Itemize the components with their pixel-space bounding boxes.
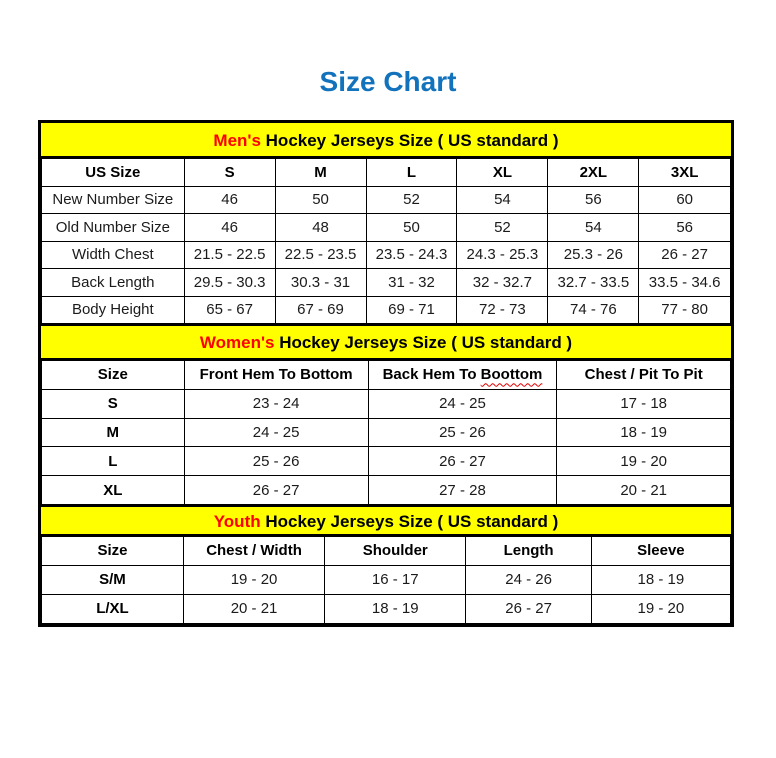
mens-section-title-rest: Hockey Jerseys Size ( US standard ) <box>265 131 559 150</box>
table-row <box>42 476 731 505</box>
row-label: L <box>42 447 185 476</box>
size-value-cell: 18 - 19 <box>325 594 466 623</box>
youth-size-table <box>41 536 731 624</box>
size-value-cell: 17 - 18 <box>557 389 731 418</box>
size-value-cell: 19 - 20 <box>591 594 730 623</box>
mens-section-title-highlight: Men's <box>213 131 261 150</box>
column-header: 2XL <box>548 159 639 187</box>
size-value-cell: 56 <box>639 214 731 242</box>
column-header: Chest / Width <box>183 536 324 565</box>
size-value-cell: 67 - 69 <box>275 296 366 324</box>
column-header: US Size <box>42 159 185 187</box>
misspelled-word-underline: Boottom <box>480 366 543 384</box>
row-label: L/XL <box>42 594 184 623</box>
size-value-cell: 72 - 73 <box>457 296 548 324</box>
womens-section-title-highlight: Women's <box>199 333 275 352</box>
youth-section-title-highlight: Youth <box>213 511 261 531</box>
youth-section-title <box>41 505 731 536</box>
size-value-cell: 65 - 67 <box>184 296 275 324</box>
size-value-cell: 48 <box>275 214 366 242</box>
size-value-cell: 20 - 21 <box>183 594 324 623</box>
row-label: New Number Size <box>42 186 185 214</box>
womens-header-row <box>42 361 731 390</box>
size-chart-frame <box>38 120 734 627</box>
size-value-cell: 24.3 - 25.3 <box>457 241 548 269</box>
column-header: L <box>366 159 457 187</box>
size-value-cell: 24 - 26 <box>466 565 591 594</box>
size-value-cell: 69 - 71 <box>366 296 457 324</box>
size-value-cell: 21.5 - 22.5 <box>184 241 275 269</box>
size-value-cell: 30.3 - 31 <box>275 269 366 297</box>
size-value-cell: 60 <box>639 186 731 214</box>
size-value-cell: 19 - 20 <box>183 565 324 594</box>
size-value-cell: 26 - 27 <box>466 594 591 623</box>
column-header: Shoulder <box>325 536 466 565</box>
row-label: Back Length <box>42 269 185 297</box>
womens-section-title-rest: Hockey Jerseys Size ( US standard ) <box>279 333 573 352</box>
table-row <box>42 594 731 623</box>
column-header: Length <box>466 536 591 565</box>
size-value-cell: 16 - 17 <box>325 565 466 594</box>
row-label: Old Number Size <box>42 214 185 242</box>
size-value-cell: 52 <box>366 186 457 214</box>
size-value-cell: 25 - 26 <box>184 447 368 476</box>
youth-section-title-rest: Hockey Jerseys Size ( US standard ) <box>265 511 559 531</box>
size-value-cell: 19 - 20 <box>557 447 731 476</box>
womens-size-table <box>41 360 731 505</box>
size-value-cell: 25 - 26 <box>368 418 557 447</box>
column-header: Size <box>42 361 185 390</box>
column-header-with-typo <box>368 361 557 390</box>
table-row <box>42 418 731 447</box>
mens-header-row <box>42 159 731 187</box>
size-value-cell: 18 - 19 <box>591 565 730 594</box>
column-header-text: Back Hem To <box>382 366 477 384</box>
size-value-cell: 27 - 28 <box>368 476 557 505</box>
column-header: Front Hem To Bottom <box>184 361 368 390</box>
size-value-cell: 29.5 - 30.3 <box>184 269 275 297</box>
size-value-cell: 50 <box>275 186 366 214</box>
size-value-cell: 56 <box>548 186 639 214</box>
row-label: M <box>42 418 185 447</box>
youth-header-row <box>42 536 731 565</box>
size-value-cell: 26 - 27 <box>184 476 368 505</box>
size-value-cell: 18 - 19 <box>557 418 731 447</box>
size-value-cell: 50 <box>366 214 457 242</box>
column-header: 3XL <box>639 159 731 187</box>
row-label: S/M <box>42 565 184 594</box>
size-value-cell: 33.5 - 34.6 <box>639 269 731 297</box>
size-value-cell: 23.5 - 24.3 <box>366 241 457 269</box>
row-label: Width Chest <box>42 241 185 269</box>
row-label: Body Height <box>42 296 185 324</box>
table-row <box>42 389 731 418</box>
size-value-cell: 54 <box>457 186 548 214</box>
size-value-cell: 77 - 80 <box>639 296 731 324</box>
size-value-cell: 25.3 - 26 <box>548 241 639 269</box>
size-value-cell: 26 - 27 <box>368 447 557 476</box>
size-value-cell: 23 - 24 <box>184 389 368 418</box>
column-header: Sleeve <box>591 536 730 565</box>
size-value-cell: 32 - 32.7 <box>457 269 548 297</box>
womens-section-title <box>41 324 731 360</box>
table-row <box>42 296 731 324</box>
size-value-cell: 52 <box>457 214 548 242</box>
table-row <box>42 565 731 594</box>
column-header: XL <box>457 159 548 187</box>
table-row <box>42 214 731 242</box>
table-row <box>42 241 731 269</box>
page-title: Size Chart <box>319 66 457 97</box>
size-value-cell: 24 - 25 <box>368 389 557 418</box>
table-row <box>42 269 731 297</box>
table-row <box>42 447 731 476</box>
size-value-cell: 26 - 27 <box>639 241 731 269</box>
size-value-cell: 46 <box>184 186 275 214</box>
size-value-cell: 32.7 - 33.5 <box>548 269 639 297</box>
column-header: Chest / Pit To Pit <box>557 361 731 390</box>
mens-section-title <box>41 123 731 158</box>
column-header: S <box>184 159 275 187</box>
size-value-cell: 22.5 - 23.5 <box>275 241 366 269</box>
row-label: XL <box>42 476 185 505</box>
column-header: M <box>275 159 366 187</box>
size-value-cell: 31 - 32 <box>366 269 457 297</box>
table-row <box>42 186 731 214</box>
mens-size-table <box>41 158 731 324</box>
size-value-cell: 20 - 21 <box>557 476 731 505</box>
row-label: S <box>42 389 185 418</box>
size-value-cell: 24 - 25 <box>184 418 368 447</box>
size-value-cell: 46 <box>184 214 275 242</box>
size-value-cell: 74 - 76 <box>548 296 639 324</box>
size-value-cell: 54 <box>548 214 639 242</box>
column-header: Size <box>42 536 184 565</box>
